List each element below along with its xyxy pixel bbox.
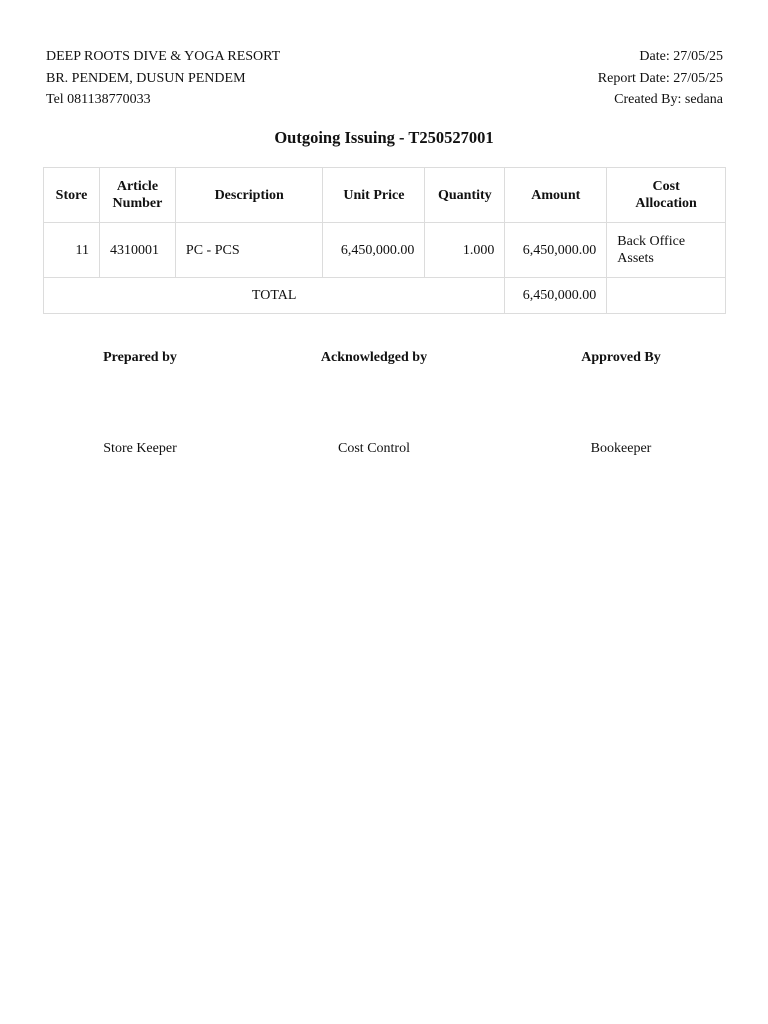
signature-acknowledged (274, 350, 474, 457)
signature-title: Approved By (581, 350, 661, 365)
signature-approved (521, 350, 721, 457)
header-amount: Amount (505, 168, 607, 223)
header-article-line2: Number (112, 196, 163, 211)
header-cost-line2: Allocation (635, 196, 697, 211)
header-article-number (99, 168, 175, 223)
header-store: Store (44, 168, 100, 223)
signature-prepared (40, 350, 240, 457)
signature-role: Store Keeper (103, 441, 177, 456)
header-quantity: Quantity (425, 168, 505, 223)
cell-amount: 6,450,000.00 (505, 223, 607, 278)
company-address: BR. PENDEM, DUSUN PENDEM (46, 70, 246, 86)
report-date-line: Date: 27/05/25 (639, 49, 723, 64)
cell-cost-allocation (607, 223, 726, 278)
report-meta (598, 46, 723, 111)
signature-role: Bookeeper (590, 441, 652, 456)
company-name: DEEP ROOTS DIVE & YOGA RESORT (46, 49, 281, 64)
signature-role: Cost Control (338, 441, 410, 456)
cell-unit-price: 6,450,000.00 (323, 223, 425, 278)
company-info (46, 46, 280, 111)
report-created-by-line: Created By: sedana (614, 92, 723, 107)
table-header-row (44, 168, 726, 223)
header-cost-line1: Cost (652, 179, 680, 194)
items-table (43, 167, 726, 314)
cell-description: PC - PCS (175, 223, 323, 278)
cell-store: 11 (44, 223, 100, 278)
header-unit-price: Unit Price (323, 168, 425, 223)
cell-quantity: 1.000 (425, 223, 505, 278)
header-article-line1: Article (116, 179, 159, 194)
total-row (44, 278, 726, 314)
table-row (44, 223, 726, 278)
total-empty-cell (607, 278, 726, 314)
header-cost-allocation (607, 168, 726, 223)
report-title: Outgoing Issuing - T250527001 (274, 128, 494, 147)
total-amount: 6,450,000.00 (505, 278, 607, 314)
header-description: Description (175, 168, 323, 223)
signature-title: Prepared by (103, 350, 177, 365)
company-phone: Tel 081138770033 (46, 92, 151, 107)
report-report-date-line: Report Date: 27/05/25 (597, 70, 723, 86)
cost-allocation-line1: Back Office (617, 234, 686, 249)
cell-article-number: 4310001 (99, 223, 175, 278)
total-label: TOTAL (44, 278, 505, 314)
signature-title: Acknowledged by (320, 350, 428, 365)
cost-allocation-line2: Assets (617, 251, 654, 266)
